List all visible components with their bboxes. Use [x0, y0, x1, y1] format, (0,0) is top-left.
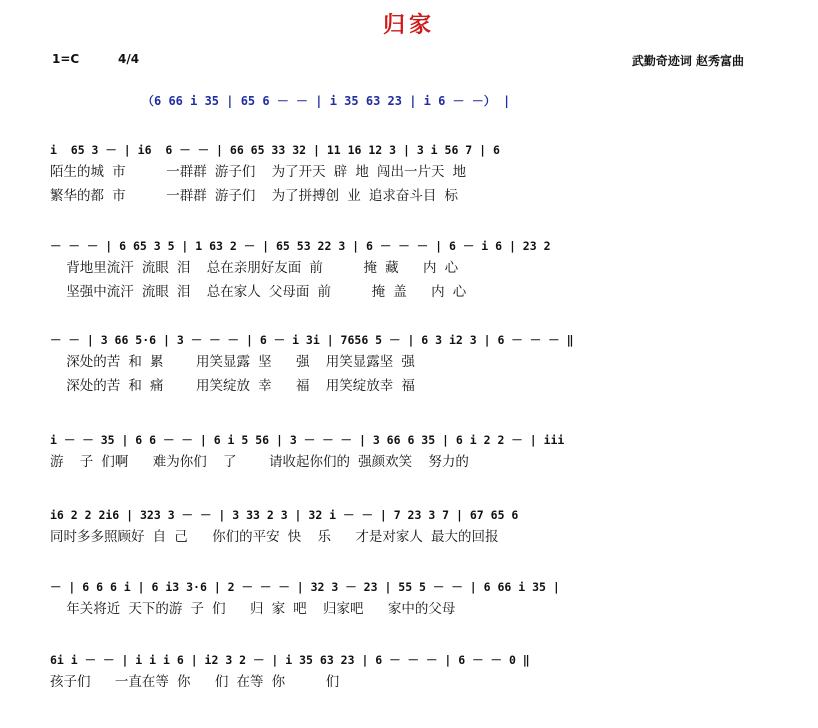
staff-line [50, 577, 770, 621]
numbered-notation: － － | 3 66 5·6 | 3 － － － | 6 － i 3i | 7656 5 － | 6 3 i2 3 | 6 － － － ‖ [50, 333, 574, 347]
time-signature: 4/4 [118, 52, 140, 66]
lyric-line-2: 坚强中流汗 流眼 泪 总在家人 父母面 前 掩 盖 内 心 [50, 284, 467, 300]
numbered-notation: i － － 35 | 6 6 － － | 6 i 5 56 | 3 － － － | 3 66 6 35 | 6 i 2 2 － | iii [50, 433, 565, 447]
lyric-line-2: 繁华的都 市 一群群 游子们 为了拼搏创 业 追求奋斗目 标 [50, 188, 459, 204]
lyric-line-1: 背地里流汗 流眼 泪 总在亲朋好友面 前 掩 藏 内 心 [50, 260, 459, 276]
lyric-line: 年关将近 天下的游 子 们 归 家 吧 归家吧 家中的父母 [50, 601, 456, 617]
lyric-line: 孩子们 一直在等 你 们 在等 你 们 [50, 674, 340, 690]
song-credits: 武勤奇迹词 赵秀富曲 [631, 54, 744, 68]
numbered-notation: i 65 3 － | i6 6 － － | 66 65 33 32 | 11 16 12 3 | 3 i 56 7 | 6 [50, 143, 500, 157]
numbered-notation: － | 6 6 6 i | 6 i3 3·6 | 2 － － － | 32 3 － 23 | 55 5 － － | 6 66 i 35 | [50, 580, 560, 594]
song-title: 归家 [382, 12, 435, 38]
lyric-line-1: 深处的苦 和 累 用笑显露 坚 强 用笑显露坚 强 [50, 354, 415, 370]
staff-line [50, 430, 770, 474]
staff-line [50, 505, 770, 549]
lyric-line: 同时多多照顾好 自 己 你们的平安 快 乐 才是对家人 最大的回报 [50, 529, 499, 545]
staff-line [50, 330, 770, 398]
staff-line [50, 140, 770, 208]
staff-line [50, 236, 770, 304]
staff-line [50, 650, 770, 694]
numbered-notation: 6i i － － | i i i 6 | i2 3 2 － | i 35 63 23 | 6 － － － | 6 － － 0 ‖ [50, 653, 530, 667]
lyric-line-1: 陌生的城 市 一群群 游子们 为了开天 辟 地 闯出一片天 地 [50, 164, 467, 180]
lyric-line: 游 子 们啊 难为你们 了 请收起你们的 强颜欢笑 努力的 [50, 454, 469, 470]
numbered-notation: i6 2 2 2i6 | 323 3 － － | 3 33 2 3 | 32 i － － | 7 23 3 7 | 67 65 6 [50, 508, 519, 522]
key-signature: 1=C [52, 52, 80, 66]
intro-notation: （6 66 i 35 | 65 6 － － | i 35 63 23 | i 6 － －） | [142, 94, 511, 108]
numbered-notation: － － － | 6 65 3 5 | 1 63 2 － | 65 53 22 3 | 6 － － － | 6 － i 6 | 23 2 [50, 239, 551, 253]
lyric-line-2: 深处的苦 和 痛 用笑绽放 幸 福 用笑绽放幸 福 [50, 378, 415, 394]
